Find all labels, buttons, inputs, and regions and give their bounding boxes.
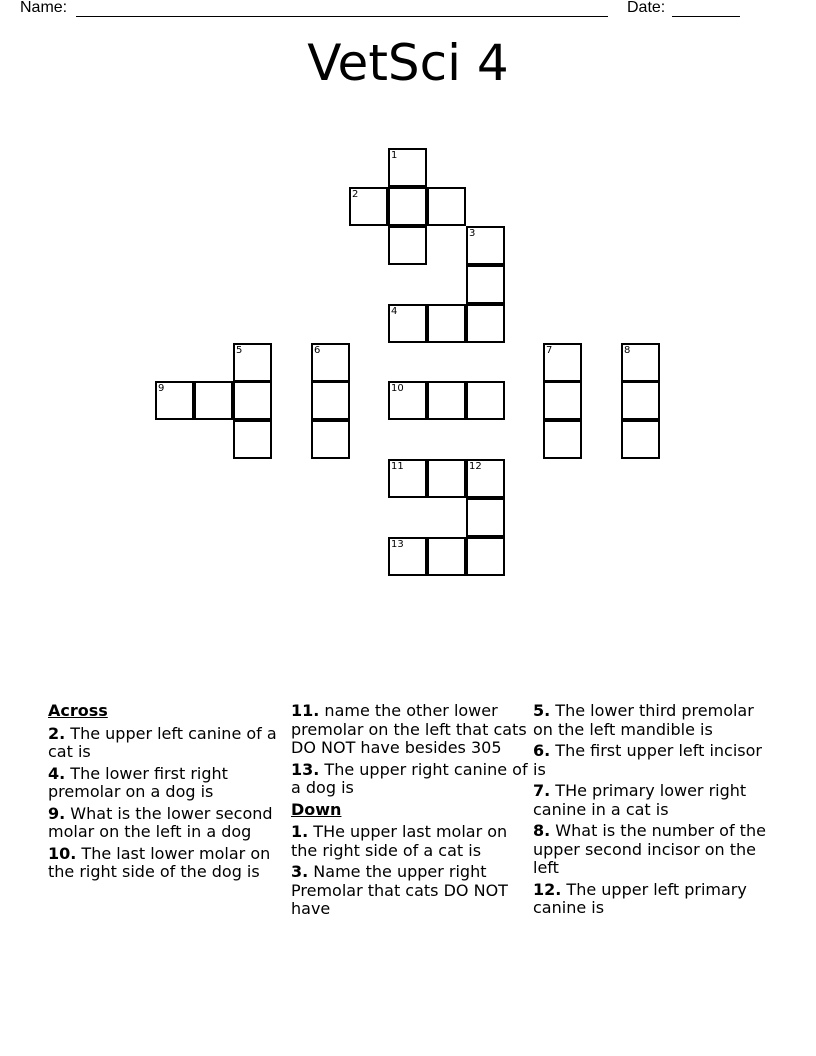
clue-num: 1. (291, 822, 309, 841)
down-clue-3 (291, 863, 531, 919)
clue-text: THe primary lower right canine in a cat is (533, 781, 747, 819)
across-heading: Across (48, 701, 108, 720)
clue-num: 5. (533, 701, 551, 720)
clue-text: name the other lower premolar on the left that cats DO NOT have besides 305 (291, 701, 527, 757)
clue-number: 13 (391, 539, 404, 550)
clue-num: 12. (533, 879, 562, 899)
clue-number: 4 (391, 306, 398, 317)
clue-num: 9. (48, 803, 66, 823)
clue-number: 6 (314, 345, 321, 356)
clue-num: 4. (48, 763, 66, 783)
down-clue-7 (533, 782, 773, 819)
clue-number: 11 (391, 461, 404, 472)
clue-number: 7 (546, 345, 553, 356)
across-clue-11 (291, 702, 531, 758)
down-clue-1 (291, 823, 531, 860)
grid-cell[interactable] (427, 187, 466, 226)
clue-num: 13. (291, 759, 320, 779)
date-label: Date: (627, 0, 666, 16)
grid-cell[interactable] (621, 381, 660, 420)
clue-num: 3. (291, 862, 309, 881)
grid-cell[interactable] (388, 304, 427, 343)
clue-num: 2. (48, 723, 66, 743)
clue-number: 2 (352, 189, 359, 200)
clue-text: The lower third premolar on the left mandible is (533, 701, 754, 739)
down-clue-6 (533, 742, 773, 779)
clue-number: 1 (391, 150, 398, 161)
grid-cell[interactable] (388, 187, 427, 226)
grid-cell[interactable] (621, 343, 660, 382)
clue-text: The upper left canine of a cat is (48, 723, 277, 761)
grid-cell[interactable] (388, 226, 427, 265)
across-clue-13 (291, 761, 531, 798)
grid-cell[interactable] (427, 381, 466, 420)
clue-text: THe upper last molar on the right side of a cat is (291, 822, 508, 860)
clue-number: 3 (469, 228, 476, 239)
clue-text: The first upper left incisor is (533, 741, 762, 779)
grid-cell[interactable] (233, 381, 272, 420)
puzzle-title: VetSci 4 (307, 34, 509, 92)
grid-cell[interactable] (466, 304, 505, 343)
name-label: Name: (20, 0, 68, 16)
clues-column-3 (533, 702, 773, 921)
grid-cell[interactable] (466, 226, 505, 265)
clue-text: What is the number of the upper second incisor on the left (533, 821, 766, 877)
grid-cell[interactable] (388, 537, 427, 576)
grid-cell[interactable] (427, 537, 466, 576)
grid-cell[interactable] (155, 381, 194, 420)
across-clue-9 (48, 805, 288, 842)
grid-cell[interactable] (427, 459, 466, 498)
clues-column-1 (48, 702, 288, 885)
across-clue-2 (48, 725, 288, 762)
clue-num: 11. (291, 701, 320, 720)
clue-number: 5 (236, 345, 243, 356)
down-clue-5 (533, 702, 773, 739)
clue-number: 10 (391, 383, 404, 394)
grid-cell[interactable] (466, 498, 505, 537)
down-clue-12 (533, 881, 773, 918)
clue-num: 10. (48, 843, 77, 863)
down-clue-8 (533, 822, 773, 878)
clues-column-2 (291, 702, 531, 922)
grid-cell[interactable] (621, 420, 660, 459)
grid-cell[interactable] (311, 420, 350, 459)
clue-text: What is the lower second molar on the left in a dog (48, 803, 273, 841)
grid-cell[interactable] (466, 537, 505, 576)
clue-num: 8. (533, 821, 551, 840)
grid-cell[interactable] (233, 420, 272, 459)
across-clue-10 (48, 845, 288, 882)
clue-number: 8 (624, 345, 631, 356)
grid-cell[interactable] (466, 265, 505, 304)
grid-cell[interactable] (388, 148, 427, 187)
grid-cell[interactable] (388, 381, 427, 420)
across-clue-4 (48, 765, 288, 802)
clue-text: Name the upper right Premolar that cats DO NOT have (291, 862, 508, 918)
grid-cell[interactable] (311, 381, 350, 420)
clue-num: 7. (533, 781, 551, 800)
grid-cell[interactable] (543, 420, 582, 459)
grid-cell[interactable] (427, 304, 466, 343)
grid-cell[interactable] (311, 343, 350, 382)
clue-text: The lower first right premolar on a dog is (48, 763, 228, 801)
clue-number: 9 (158, 383, 165, 394)
clue-number: 12 (469, 461, 482, 472)
clue-text: The last lower molar on the right side of the dog is (48, 843, 271, 881)
grid-cell[interactable] (543, 381, 582, 420)
grid-cell[interactable] (388, 459, 427, 498)
grid-cell[interactable] (466, 381, 505, 420)
grid-cell[interactable] (543, 343, 582, 382)
grid-cell[interactable] (233, 343, 272, 382)
clue-text: The upper right canine of a dog is (291, 759, 528, 797)
grid-cell[interactable] (349, 187, 388, 226)
down-heading: Down (291, 799, 342, 819)
grid-cell[interactable] (194, 381, 233, 420)
grid-cell[interactable] (466, 459, 505, 498)
clue-num: 6. (533, 741, 551, 760)
clue-text: The upper left primary canine is (533, 879, 747, 917)
